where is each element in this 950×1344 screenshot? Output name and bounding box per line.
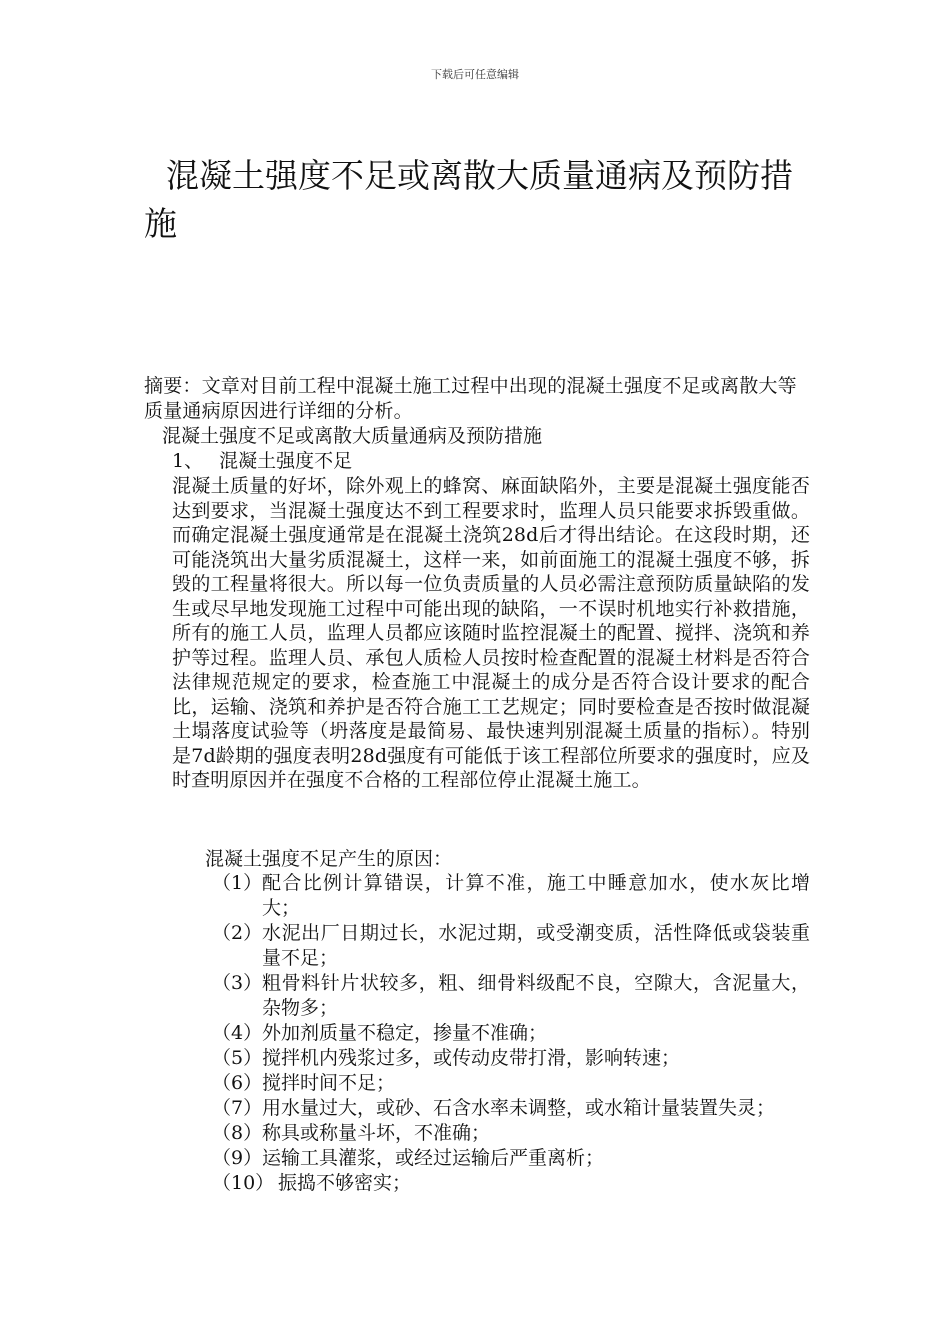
list-item [212,921,810,971]
document-title: 混凝土强度不足或离散大质量通病及预防措施 [144,156,793,243]
list-item-text: 称具或称量斗坏，不准确； [262,1122,491,1144]
list-item-text: 振捣不够密实； [278,1172,412,1194]
list-item-text: 外加剂质量不稳定，掺量不准确； [262,1022,548,1044]
list-item-text: 粗骨料针片状较多，粗、细骨料级配不良，空隙大，含泥量大，杂物多； [262,972,810,1019]
list-item-text: 配合比例计算错误，计算不准，施工中睡意加水，使水灰比增大； [262,872,810,919]
list-item [212,871,810,921]
list-item-number: （3） [212,972,263,994]
abstract: 摘要：文章对目前工程中混凝土施工过程中出现的混凝土强度不足或离散大等质量通病原因进行详细的分析。 [144,375,797,422]
section-number: 1、 [172,450,204,472]
section-heading-text: 混凝土强度不足 [219,450,353,472]
causes-list [212,871,810,1196]
list-item [212,1021,810,1046]
list-item-number: （6） [212,1072,263,1094]
causes-heading: 混凝土强度不足产生的原因： [205,848,453,870]
section-subtitle: 混凝土强度不足或离散大质量通病及预防措施 [162,425,543,447]
list-item-number: （4） [212,1022,263,1044]
list-item [212,971,810,1021]
list-item [212,1171,810,1196]
body-paragraph: 混凝土质量的好坏，除外观上的蜂窝、麻面缺陷外，主要是混凝土强度能否达到要求，当混凝土强度达不到工程要求时，监理人员只能要求拆毁重做。而确定混凝土强度通常是在混凝土浇筑28d后才得出结论。在这段时期，还可能浇筑出大量劣质混凝土，这样一来，如前面施工的混凝土强度不够，拆毁的工程量将很大。所以每一位负责质量的人员必需注意预防质量缺陷的发生或尽早地发现施工过程中可能出现的缺陷，一不误时机地实行补救措施，所有的施工人员，监理人员都应该随时监控混凝土的配置、搅拌、浇筑和养护等过程。监理人员、承包人质检人员按时检查配置的混凝土材料是否符合法律规范规定的要求，检查施工中混凝土的成分是否符合设计要求的配合比，运输、浇筑和养护是否符合施工工艺规定；同时要检查是否按时做混凝土塌落度试验等（坍落度是最简易、最快速判别混凝土质量的指标）。特别是7d龄期的强度表明28d强度有可能低于该工程部位所要求的强度时，应及时查明原因并在强度不合格的工程部位停止混凝土施工。 [172,475,810,791]
list-item-text: 搅拌时间不足； [262,1072,396,1094]
list-item [212,1121,810,1146]
list-item [212,1046,810,1071]
list-item-number: （2） [212,922,263,944]
list-item [212,1146,810,1171]
list-item-text: 水泥出厂日期过长，水泥过期，或受潮变质，活性降低或袋装重量不足； [262,922,810,969]
list-item-number: （1） [212,872,263,894]
list-item-number: （9） [212,1147,263,1169]
list-item-text: 搅拌机内残浆过多，或传动皮带打滑，影响转速； [262,1047,681,1069]
page-header-note: 下载后可任意编辑 [431,68,519,81]
list-item-number: （8） [212,1122,263,1144]
list-item-number: （7） [212,1097,263,1119]
list-item-text: 运输工具灌浆，或经过运输后严重离析； [262,1147,605,1169]
list-item [212,1096,810,1121]
list-item-number: （10） [212,1172,275,1194]
section-heading [172,449,352,474]
list-item [212,1071,810,1096]
list-item-number: （5） [212,1047,263,1069]
list-item-text: 用水量过大，或砂、石含水率未调整，或水箱计量装置失灵； [262,1097,776,1119]
